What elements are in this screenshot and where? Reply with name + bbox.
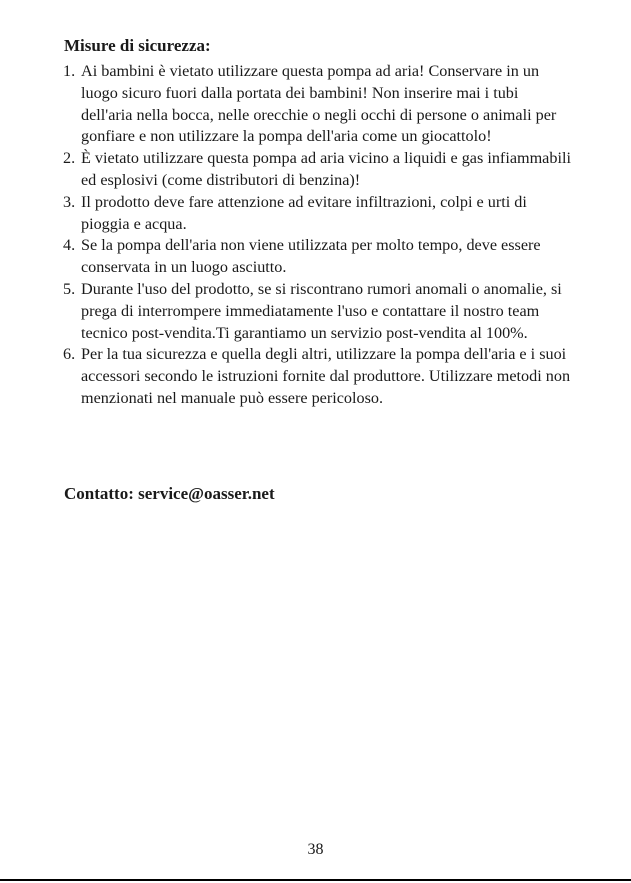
safety-measure-3: [63, 192, 573, 236]
bottom-divider: [0, 879, 631, 881]
safety-measure-2: [63, 148, 573, 192]
page-number: 38: [307, 841, 324, 858]
safety-measure-4: [63, 235, 573, 279]
measure-number: 5.: [63, 279, 76, 298]
measure-text: È vietato utilizzare questa pompa ad aria vicino a liquidi e gas infiammabili ed esplosivi (come distributori di benzina)!: [81, 149, 571, 189]
measure-text: Se la pompa dell'aria non viene utilizzata per molto tempo, deve essere conservata in un luogo asciutto.: [81, 236, 541, 277]
measure-number: 1.: [63, 62, 76, 80]
safety-measures-list: [63, 61, 573, 410]
measure-text: Durante l'uso del prodotto, se si riscontrano rumori anomali o anomalie, si prega di interrompere immediatamente l'uso e contattare il nostro team tecnico post-vendita.Ti garantiamo un servizio post-vendita al 100%.: [81, 279, 562, 342]
measure-number: 6.: [63, 345, 76, 364]
measure-text: Per la tua sicurezza e quella degli altri, utilizzare la pompa dell'aria e i suoi accessori secondo le istruzioni fornite dal produttore. Utilizzare metodi non menzionati nel manuale può essere pericoloso.: [81, 345, 571, 407]
safety-measure-1: [63, 61, 573, 148]
measure-number: 2.: [63, 149, 76, 168]
safety-measure-6: [63, 344, 573, 409]
safety-heading: Misure di sicurezza:: [64, 36, 211, 55]
measure-number: 4.: [63, 236, 76, 255]
measure-text: Il prodotto deve fare attenzione ad evitare infiltrazioni, colpi e urti di pioggia e acqua.: [81, 192, 527, 233]
contact-line: Contatto: service@oasser.net: [64, 484, 275, 503]
safety-measure-5: [63, 279, 573, 344]
measure-number: 3.: [63, 192, 76, 211]
measure-text: Ai bambini è vietato utilizzare questa pompa ad aria! Conservare in un luogo sicuro fuori dalla portata dei bambini! Non inserire mai i tubi dell'aria nella bocca, nelle orecchie o negli occhi di persone o animali per gonfiare e non utilizzare la pompa dell'aria come un giocattolo!: [81, 62, 557, 146]
